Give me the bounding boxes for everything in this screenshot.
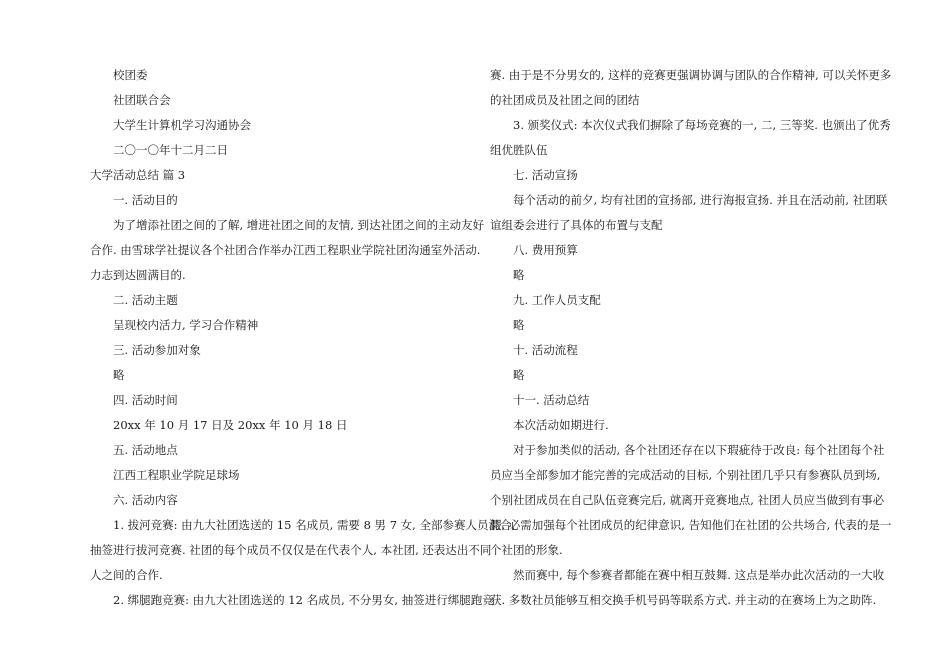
right-column-line: 八. 费用预算 <box>513 243 578 257</box>
left-column-line: 二. 活动主题 <box>113 293 178 307</box>
right-column-line: 本次活动如期进行. <box>513 418 609 432</box>
left-column-line: 六. 活动内容 <box>113 493 178 507</box>
right-column-line: 九. 工作人员支配 <box>513 293 601 307</box>
right-column-line: 略 <box>513 318 525 332</box>
left-column-line: 校团委 <box>113 68 148 82</box>
left-column-line: 合作. 由雪球学社提议各个社团合作举办江西工程职业学院社团沟通室外活动. <box>90 243 481 257</box>
left-column-line: 一. 活动目的 <box>113 193 178 207</box>
right-column-line: 略 <box>513 368 525 382</box>
left-column-line: 人之间的合作. <box>90 568 163 582</box>
right-column-line: 每个活动的前夕, 均有社团的宣扬部, 进行海报宣扬. 并且在活动前, 社团联 <box>513 193 888 207</box>
left-column-line: 江西工程职业学院足球场 <box>113 468 240 482</box>
right-column-line: 略 <box>513 268 525 282</box>
right-column-line: 十. 活动流程 <box>513 343 578 357</box>
right-column-line: 的社团成员及社团之间的团结 <box>490 93 640 107</box>
left-column-line: 1. 拔河竞赛: 由九大社团选送的 15 名成员, 需要 8 男 7 女, 全部参赛人员混合, <box>113 518 516 532</box>
right-column-line: 赛. 由于是不分男女的, 这样的竞赛更强调协调与团队的合作精神, 可以关怀更多 <box>490 68 892 82</box>
right-column-line: 3. 颁奖仪式: 本次仪式我们摒除了每场竞赛的一, 二, 三等奖. 也颁出了优秀 <box>513 118 891 132</box>
left-column-line: 二〇一〇年十二月二日 <box>113 143 228 157</box>
right-column-line: 对于参加类似的活动, 各个社团还存在以下瑕疵待于改良: 每个社团每个社 <box>513 443 885 457</box>
left-column-line: 呈现校内活力, 学习合作精神 <box>113 318 259 332</box>
right-column-line: 假. 必需加强每个社团成员的纪律意识, 告知他们在社团的公共场合, 代表的是一 <box>490 518 892 532</box>
left-column-line: 三. 活动参加对象 <box>113 343 201 357</box>
right-column-line: 获. 多数社员能够互相交换手机号码等联系方式. 并主动的在赛场上为之助阵. <box>490 593 877 607</box>
right-column-line: 个社团的形象. <box>490 543 563 557</box>
left-column <box>90 63 516 613</box>
left-column-line: 大学活动总结 篇 3 <box>90 168 186 182</box>
right-column-line: 个别社团成员在自己队伍竞赛完后, 就离开竞赛地点, 社团人员应当做到有事必 <box>490 493 885 507</box>
left-column-line: 四. 活动时间 <box>113 393 178 407</box>
left-column-line: 20xx 年 10 月 17 日及 20xx 年 10 月 18 日 <box>113 418 348 432</box>
left-column-line: 抽签进行拔河竞赛. 社团的每个成员不仅仅是在代表个人, 本社团, 还表达出不同 <box>90 543 492 557</box>
right-column-line: 然而赛中, 每个参赛者都能在赛中相互鼓舞. 这点是举办此次活动的一大收 <box>513 568 885 582</box>
left-column-line: 社团联合会 <box>113 93 171 107</box>
right-column <box>490 63 892 613</box>
right-column-line: 谊组委会进行了具体的布置与支配 <box>490 218 663 232</box>
right-column-line: 十一. 活动总结 <box>513 393 590 407</box>
right-column-line: 员应当全部参加才能完善的完成活动的目标, 个别社团几乎只有参赛队员到场, <box>490 468 881 482</box>
right-column-line: 组优胜队伍 <box>490 143 548 157</box>
left-column-line: 五. 活动地点 <box>113 443 178 457</box>
left-column-line: 力志到达圆满目的. <box>90 268 186 282</box>
left-column-line: 略 <box>113 368 125 382</box>
left-column-line: 2. 绑腿跑竞赛: 由九大社团选送的 12 名成员, 不分男女, 抽签进行绑腿跑竞 <box>113 593 494 607</box>
left-column-line: 大学生计算机学习沟通协会 <box>113 118 251 132</box>
left-column-line: 为了增添社团之间的了解, 增进社团之间的友情, 到达社团之间的主动友好 <box>113 218 485 232</box>
right-column-line: 七. 活动宣扬 <box>513 168 578 182</box>
